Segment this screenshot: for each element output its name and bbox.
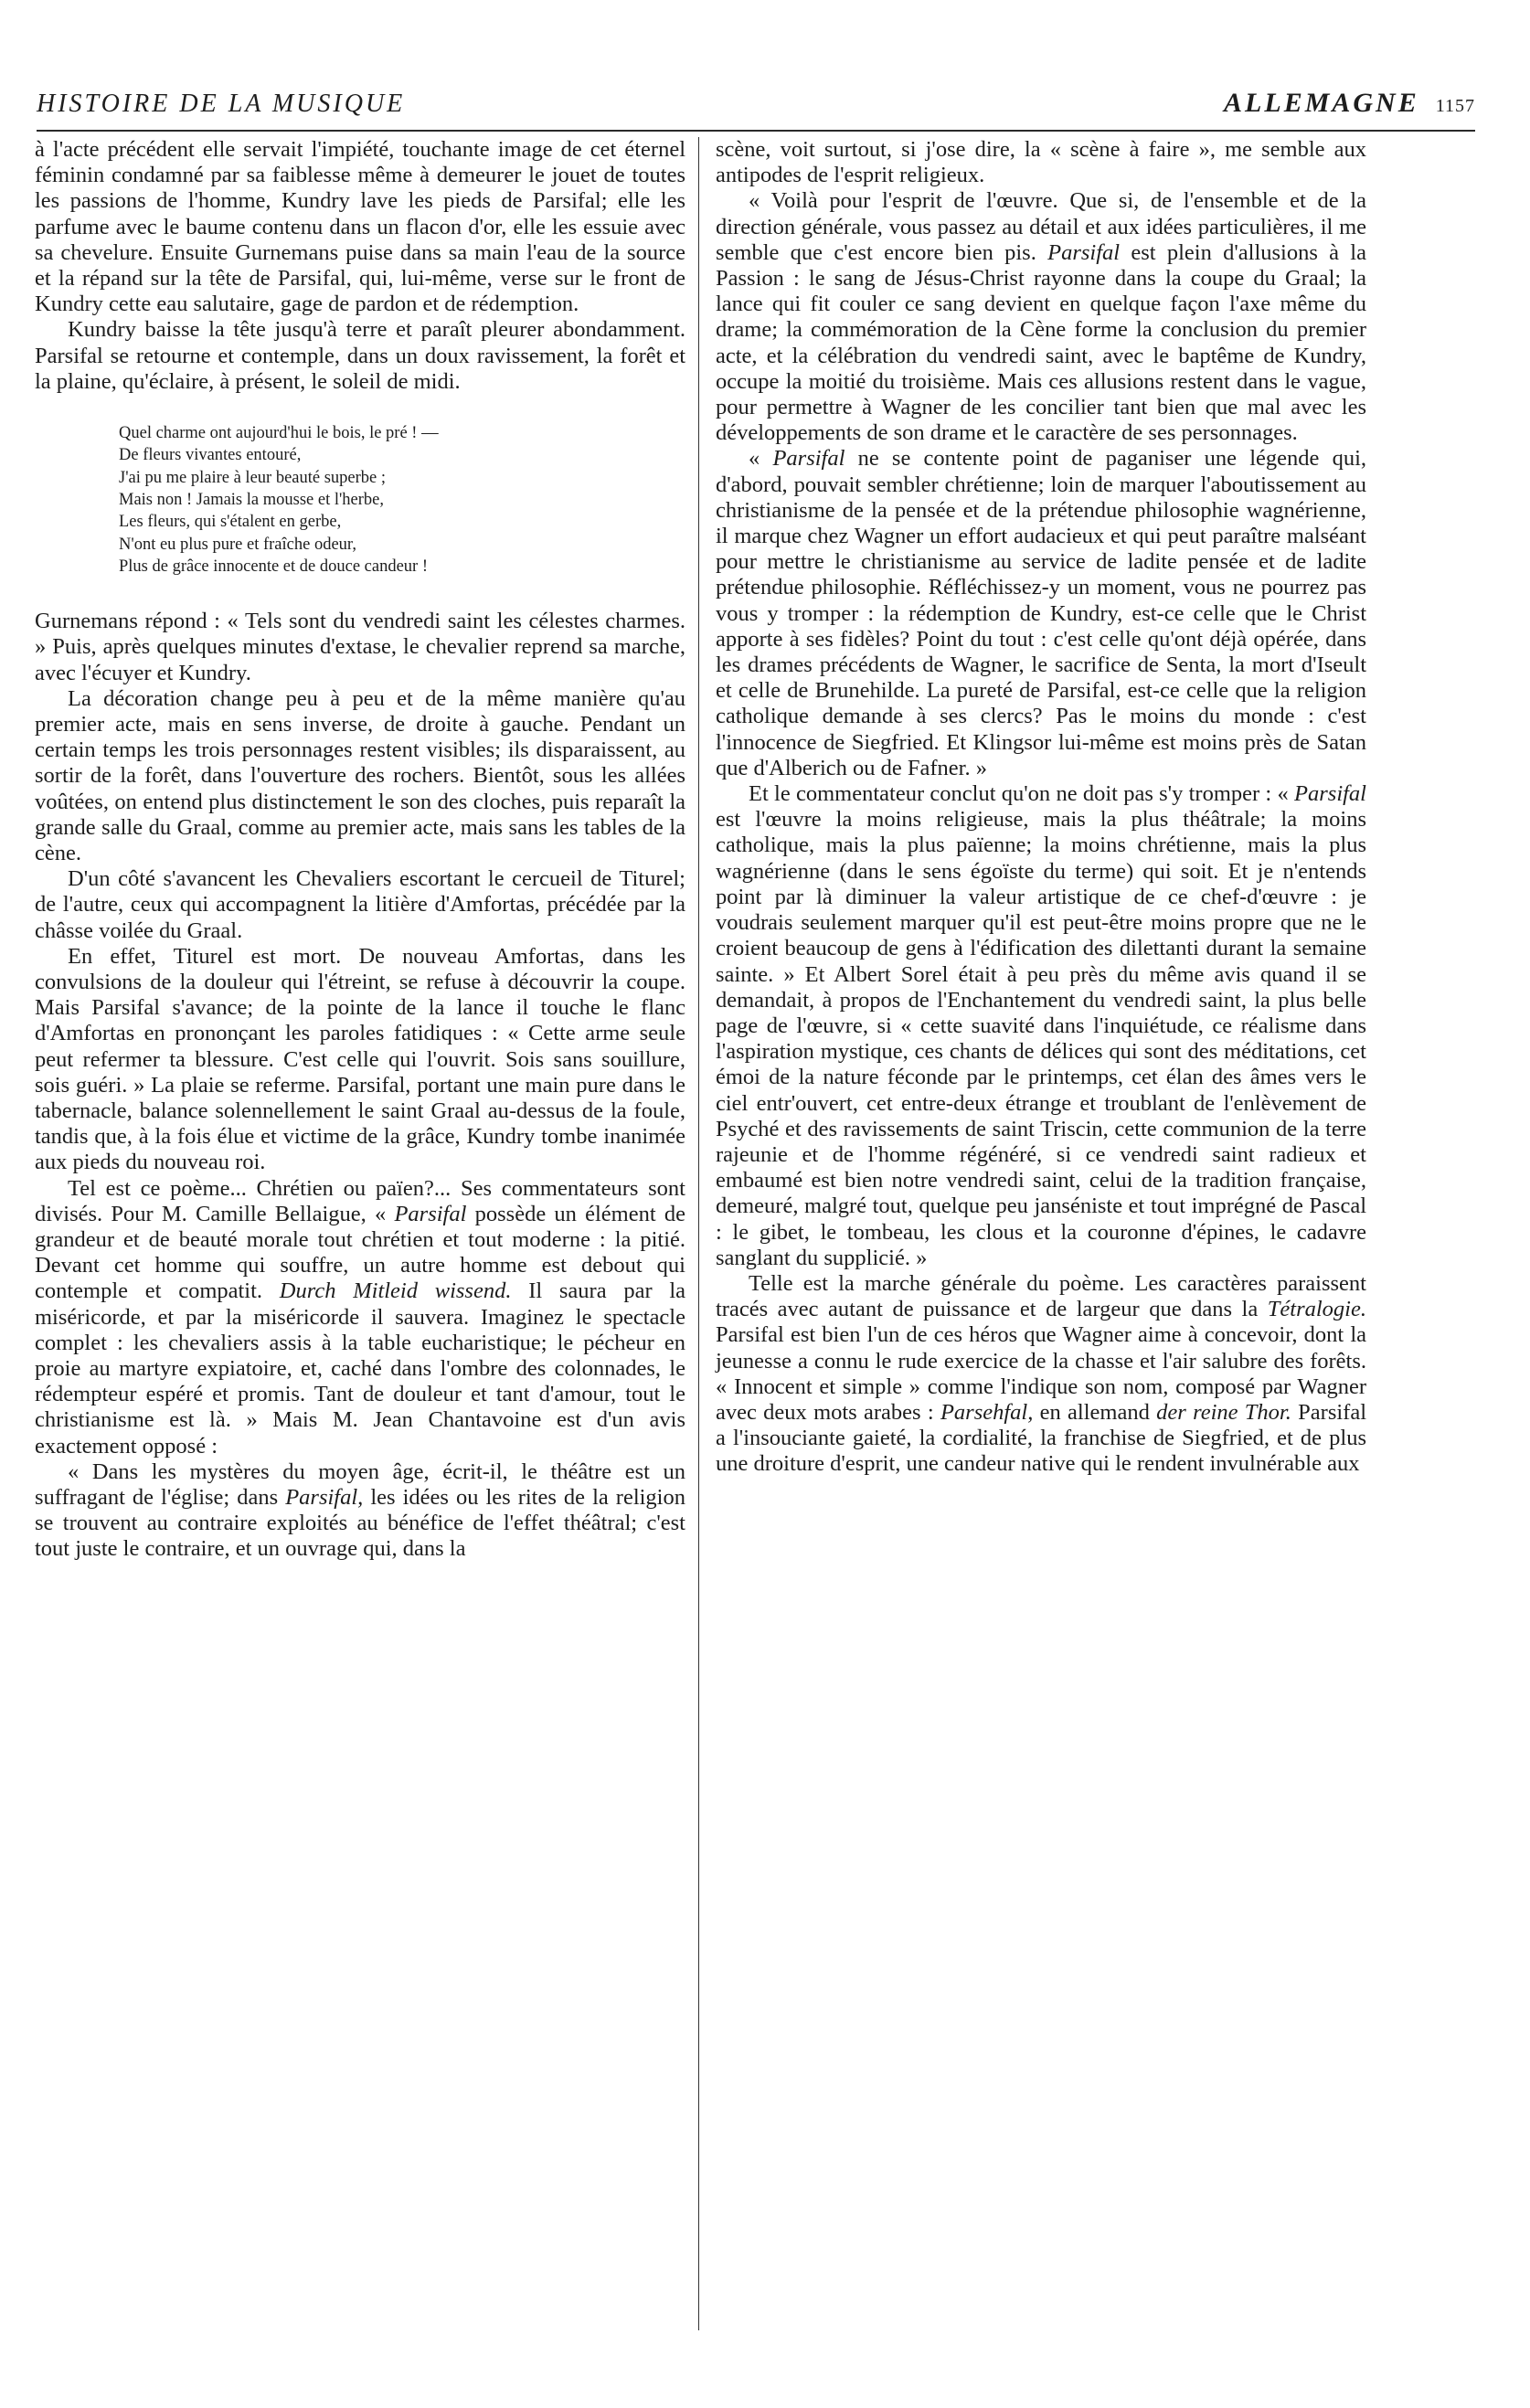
header-rule [37, 130, 1475, 132]
poem-line: Mais non ! Jamais la mousse et l'herbe, [119, 490, 385, 509]
paragraph [716, 1271, 1366, 1478]
italic-title: Parsifal [1047, 239, 1121, 265]
poem-line: Plus de grâce innocente et de douce candeur ! [119, 557, 428, 576]
column-divider [698, 137, 699, 2330]
paragraph: D'un côté s'avancent les Chevaliers escortant le cercueil de Titurel; de l'autre, ceux qui accompagnent la litière d'Amfortas, précédée par la châsse voilée du Graal. [35, 866, 685, 943]
text-run: Et le commentateur conclut qu'on ne doit pas s'y tromper : « [749, 781, 1295, 807]
paragraph [716, 446, 1366, 781]
text-run: les idées ou les rites de la religion se trouvent au contraire exploités au bénéfice de l'effet théâtral; c'est tout juste le contraire, et un ouvrage qui, dans la [35, 1485, 685, 1562]
italic-title: Parsifal [1294, 781, 1366, 807]
poem-line: N'ont eu plus pure et fraîche odeur, [119, 535, 356, 554]
text-run: en allemand [1033, 1399, 1157, 1425]
paragraph: scène, voit surtout, si j'ose dire, la « scène à faire », me semble aux antipodes de l'esprit religieux. [716, 137, 1366, 188]
text-run: est plein d'allusions à la Passion : le sang de Jésus-Christ rayonne dans la coupe du Graal; la lance qui fit couler ce sang devient en quelque façon l'axe même du drame; la commémoration de la Cène forme la conclusion du premier acte, et la célébration du vendredi saint, avec le baptême de Kundry, occupe la moitié du troisième. Mais ces allusions restent dans le vague, pour permettre à Wagner de les concilier tant bien que mal avec les développements de son drame et le caractère de ses personnages. [716, 239, 1366, 446]
text-run: Tel est ce poème... Chrétien ou païen?... Ses commentateurs sont divisés. Pour M. Camille Bellaigue, « [35, 1175, 685, 1226]
running-title: HISTOIRE DE LA MUSIQUE [37, 90, 406, 118]
paragraph [35, 1176, 685, 1459]
poem-line: Quel charme ont aujourd'hui le bois, le pré ! — [119, 424, 439, 443]
section-title: ALLEMAGNE [1224, 88, 1419, 118]
paragraph: La décoration change peu à peu et de la même manière qu'au premier acte, mais en sens inverse, de droite à gauche. Pendant un certain temps les trois personnages restent visibles; ils disparaissent, au sortir de la forêt, dans l'ouverture des rochers. Bientôt, sous les allées voûtées, on entend plus distinctement le son des cloches, puis reparaît la grande salle du Graal, comme au premier acte, mais sans les tables de la cène. [35, 685, 685, 865]
paragraph [716, 188, 1366, 446]
paragraph: En effet, Titurel est mort. De nouveau Amfortas, dans les convulsions de la douleur qui l'étreint, se refuse à découvrir la coupe. Mais Parsifal s'avance; de la pointe de la lance il touche le flanc d'Amfortas en prononçant les paroles fatidiques : « Cette arme seule peut refermer ta blessure. C'est celle qui l'ouvrit. Sois sans souillure, sois guéri. » La plaie se referme. Parsifal, portant une main pure dans le tabernacle, balance solennellement le saint Graal au-dessus de la foule, tandis que, à la fois élue et victime de la grâce, Kundry tombe inanimée aux pieds du nouveau roi. [35, 943, 685, 1175]
poem-quote [119, 422, 685, 578]
paragraph [35, 1459, 685, 1563]
paragraph: Kundry baisse la tête jusqu'à terre et paraît pleurer abondamment. Parsifal se retourne et contemple, dans un doux ravissement, la forêt et la plaine, qu'éclaire, à présent, le soleil de midi. [35, 317, 685, 394]
italic-term: Parsehfal, [940, 1399, 1034, 1425]
paragraph [716, 781, 1366, 1271]
page-number: 1157 [1435, 96, 1475, 116]
poem-line: J'ai pu me plaire à leur beauté superbe ; [119, 468, 387, 487]
italic-title: Parsifal, [285, 1485, 364, 1511]
text-run: « [749, 446, 773, 472]
text-run: possède un élément de grandeur et de beauté morale tout chrétien et tout moderne : la pitié. Devant cet homme qui souffre, un autre homme est debout qui contemple et compatit. [35, 1201, 685, 1304]
paragraph: Gurnemans répond : « Tels sont du vendredi saint les célestes charmes. » Puis, après quelques minutes d'extase, le chevalier reprend sa marche, avec l'écuyer et Kundry. [35, 609, 685, 685]
poem-line: Les fleurs, qui s'étalent en gerbe, [119, 513, 342, 532]
poem-line: De fleurs vivantes entouré, [119, 446, 302, 465]
italic-term: der reine Thor. [1156, 1399, 1291, 1425]
section-title-block [1224, 88, 1475, 119]
text-run: est l'œuvre la moins religieuse, mais la plus théâtrale; la moins catholique, mais la plus païenne; la moins chrétienne, mais la plus wagnérienne (dans le sens égoïste du terme) qui soit. Et je n'entends point par là diminuer la valeur artistique de ce chef-d'œuvre : je voudrais seulement marquer qu'il est peut-être moins propre que ne le croient beaucoup de gens à l'édification des dilettanti durant la semaine sainte. » Et Albert Sorel était à peu près du même avis quand il se demandait, à propos de l'Enchantement du vendredi saint, la plus belle page de l'œuvre, si « cette suavité dans l'inquiétude, ce réalisme dans l'aspiration mystique, ces chants de délices qui sont des méditations, cet émoi de la nature féconde par le printemps, cet élan des âmes vers le ciel entr'ouvert, cet entre-deux étrange et troublant de l'enlèvement de Psyché et des ravissements de saint Triscin, cette communion de la terre rajeunie et de l'homme régénéré, si ce vendredi saint radieux et embaumé est bien notre vendredi saint, celui de la tradition française, demeuré, malgré tout, quelque peu janséniste et tout imprégné de Pascal : le gibet, le tombeau, les clous et la couronne d'épines, le cadavre sanglant du supplicié. » [716, 807, 1366, 1270]
text-run: « Dans les mystères du moyen âge, écrit-il, le théâtre est un suffragant de l'église; dans [35, 1459, 685, 1511]
paragraph: à l'acte précédent elle servait l'impiété, touchante image de cet éternel féminin condamné par sa faiblesse même à demeurer le jouet de toutes les passions de l'homme, Kundry lave les pieds de Parsifal; elle les parfume avec le baume contenu dans un flacon d'or, elle les essuie avec sa chevelure. Ensuite Gurnemans puise dans sa main l'eau de la source et la répand sur la tête de Parsifal, qui, lui-même, verse sur le front de Kundry cette eau salutaire, gage de pardon et de rédemption. [35, 137, 685, 317]
text-run: Il saura par la miséricorde, et par la miséricorde il sauvera. Imaginez le spectacle complet : les chevaliers assis à la table eucharistique; le pécheur en proie au martyre expiatoire, et, caché dans l'ombre des colonnades, le rédempteur espéré et promis. Tant de douleur et tant d'amour, tout le christianisme est là. » Mais M. Jean Chantavoine est d'un avis exactement opposé : [35, 1278, 686, 1459]
text-run: Parsifal a l'insouciante gaieté, la cordialité, la franchise de Siegfried, et de plus une droiture d'esprit, une candeur native qui le rendent invulnérable aux [716, 1399, 1366, 1477]
text-run: Telle est la marche générale du poème. Les caractères paraissent tracés avec autant de puissance et de largeur que dans la [716, 1270, 1366, 1322]
running-header [37, 88, 1475, 124]
italic-title: Tétralogie. [1267, 1297, 1366, 1322]
italic-quote: Durch Mitleid wissend. [279, 1278, 512, 1304]
text-run: ne se contente point de paganiser une légende qui, d'abord, pouvait sembler chrétienne; loin de marquer l'aboutissement au christianisme de la pensée et de la prétendue philosophie wagnérienne, il marque chez Wagner un effort audacieux et qui peut paraître malséant pour mettre le christianisme au service de ladite pensée et de ladite prétendue philosophie. Réfléchissez-y un moment, vous ne pourrez pas vous y tromper : la rédemption de Kundry, est-ce celle que le Christ apporte à ses fidèles? Point du tout : c'est celle qu'ont déjà opérée, dans les drames précédents de Wagner, le sacrifice de Senta, la mort d'Iseult et celle de Brunehilde. La pureté de Parsifal, est-ce celle que la religion catholique demande à ses clercs? Pas le moins du monde : c'est l'innocence de Siegfried. Et Klingsor lui-même est moins près de Satan que d'Alberich ou de Fafner. » [716, 446, 1367, 780]
left-column [35, 137, 685, 1563]
italic-title: Parsifal [394, 1201, 467, 1226]
text-run: Parsifal est bien l'un de ces héros que Wagner aime à concevoir, dont la jeunesse a connu le rude exercice de la chasse et l'air salubre des forêts. « Innocent et simple » comme l'indique son nom, composé par Wagner avec deux mots arabes : [716, 1322, 1366, 1425]
text-run: « Voilà pour l'esprit de l'œuvre. Que si, de l'ensemble et de la direction générale, vous passez au détail et aux idées particulières, il me semble que c'est encore bien pis. [716, 188, 1366, 265]
right-column [716, 137, 1366, 1478]
italic-title: Parsifal [772, 446, 845, 472]
